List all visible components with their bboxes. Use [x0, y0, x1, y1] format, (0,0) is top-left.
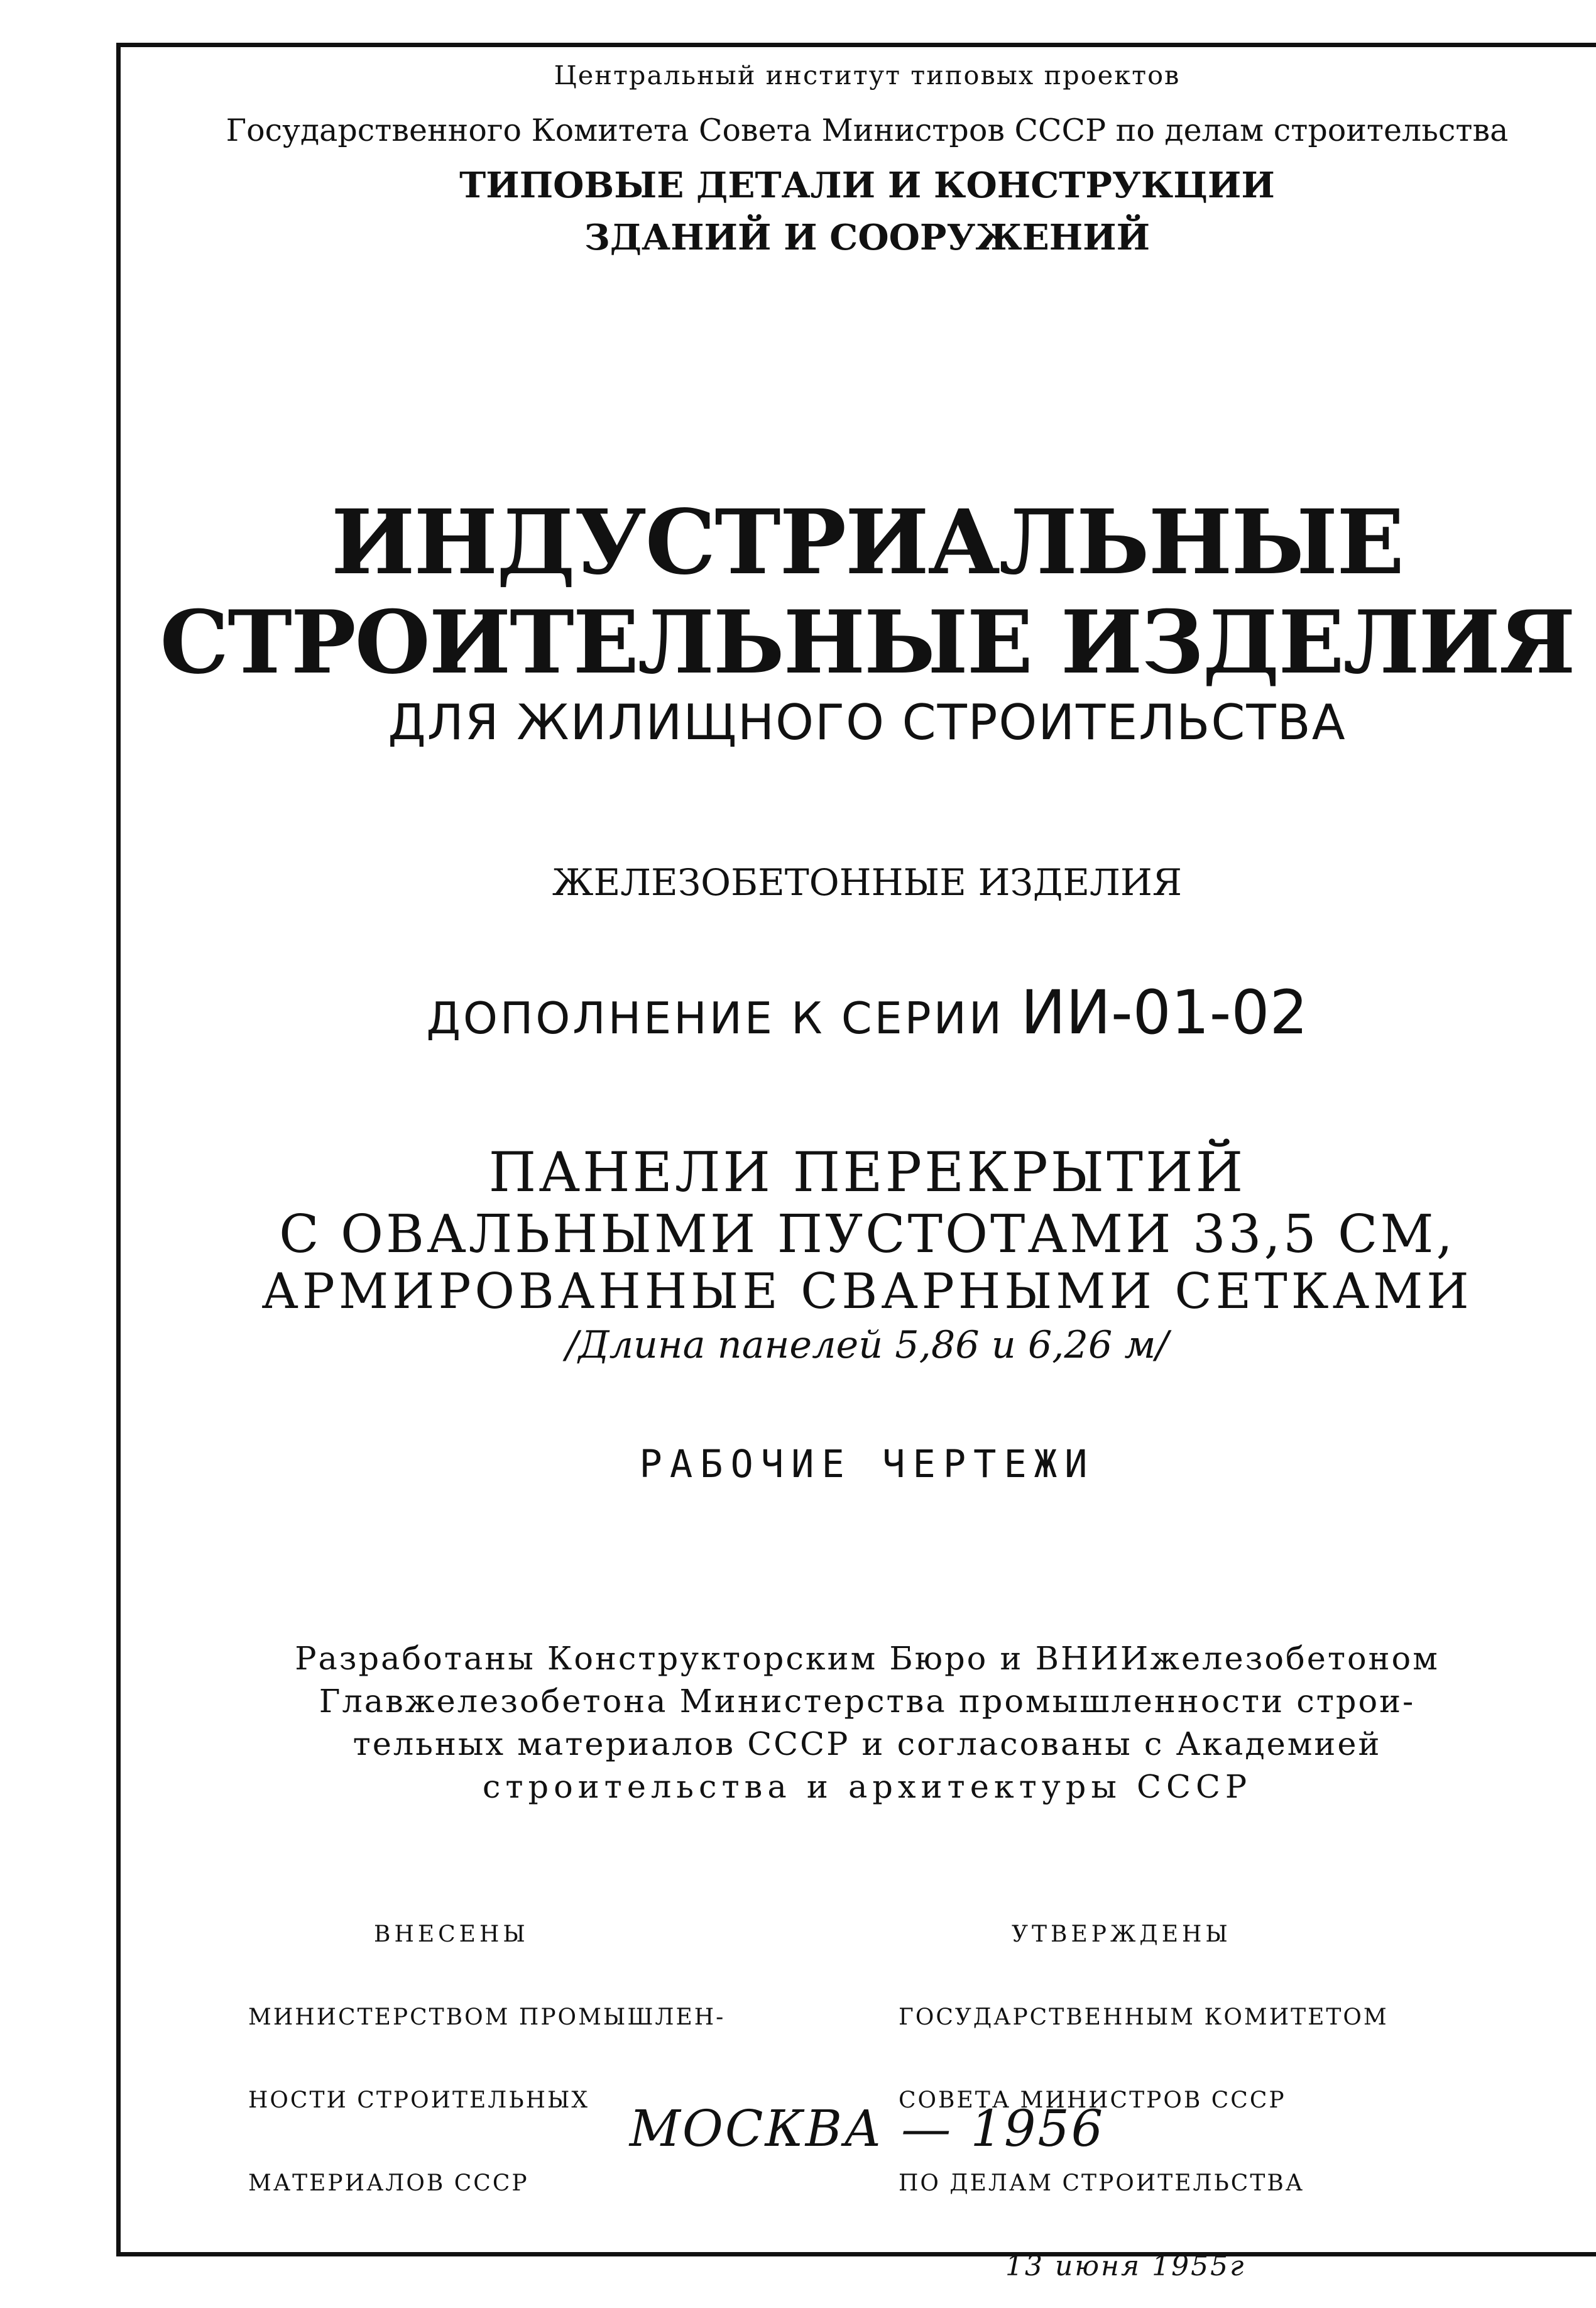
- submitted-line3: МАТЕРИАЛОВ СССР: [248, 2170, 529, 2196]
- organization-name: Центральный институт типовых проектов: [554, 60, 1181, 91]
- series-addition: [116, 977, 1596, 1048]
- approved-line2: СОВЕТА МИНИСТРОВ СССР: [899, 2087, 1286, 2113]
- submitted-block: [248, 1866, 725, 2225]
- product-title-line2: С ОВАЛЬНЫМИ ПУСТОТАМИ 33,5 СМ,: [279, 1204, 1455, 1265]
- main-title-line1: ИНДУСТРИАЛЬНЫЕ: [331, 490, 1404, 595]
- submitted-heading: ВНЕСЕНЫ: [374, 1921, 529, 1947]
- panel-length-note: /Длина панелей 5,86 и 6,26 м/: [566, 1323, 1169, 1367]
- product-title-line3: АРМИРОВАННЫЕ СВАРНЫМИ СЕТКАМИ: [261, 1263, 1473, 1320]
- main-title-line3: ДЛЯ ЖИЛИЩНОГО СТРОИТЕЛЬСТВА: [388, 695, 1347, 751]
- addition-prefix: ДОПОЛНЕНИЕ К СЕРИИ: [426, 993, 1005, 1044]
- developed-by-line2: Главжелезобетона Министерства промышленности строи-: [319, 1683, 1416, 1720]
- main-title-line2: СТРОИТЕЛЬНЫЕ ИЗДЕЛИЯ: [160, 591, 1575, 693]
- submitted-line2: НОСТИ СТРОИТЕЛЬНЫХ: [248, 2087, 590, 2113]
- approved-line1: ГОСУДАРСТВЕННЫМ КОМИТЕТОМ: [899, 2004, 1389, 2030]
- approval-date: 13 июня 1955г: [1005, 2250, 1246, 2282]
- approved-line3: ПО ДЕЛАМ СТРОИТЕЛЬСТВА: [899, 2170, 1305, 2196]
- product-title-line1: ПАНЕЛИ ПЕРЕКРЫТИЙ: [488, 1141, 1246, 1204]
- imprint-city-year: МОСКВА — 1956: [629, 2099, 1105, 2158]
- developed-by-line4: строительства и архитектуры СССР: [482, 1769, 1252, 1806]
- series-heading-line1: ТИПОВЫЕ ДЕТАЛИ И КОНСТРУКЦИИ: [459, 165, 1275, 206]
- approved-block: [899, 1866, 1389, 2308]
- working-drawings-label: РАБОЧИЕ ЧЕРТЕЖИ: [639, 1442, 1095, 1486]
- developed-by-line1: Разработаны Конструкторским Бюро и ВНИИжелезобетоном: [295, 1640, 1440, 1678]
- series-code: ИИ-01-02: [1020, 977, 1308, 1048]
- developed-by-line3: тельных материалов СССР и согласованы с Академией: [353, 1726, 1382, 1763]
- committee-name: Государственного Комитета Совета Министров СССР по делам строительства: [226, 112, 1509, 148]
- submitted-line1: МИНИСТЕРСТВОМ ПРОМЫШЛЕН-: [248, 2004, 726, 2030]
- category-label: ЖЕЛЕЗОБЕТОННЫЕ ИЗДЕЛИЯ: [552, 861, 1183, 904]
- series-heading-line2: ЗДАНИЙ И СООРУЖЕНИЙ: [584, 217, 1151, 258]
- approved-heading: УТВЕРЖДЕНЫ: [1012, 1921, 1232, 1947]
